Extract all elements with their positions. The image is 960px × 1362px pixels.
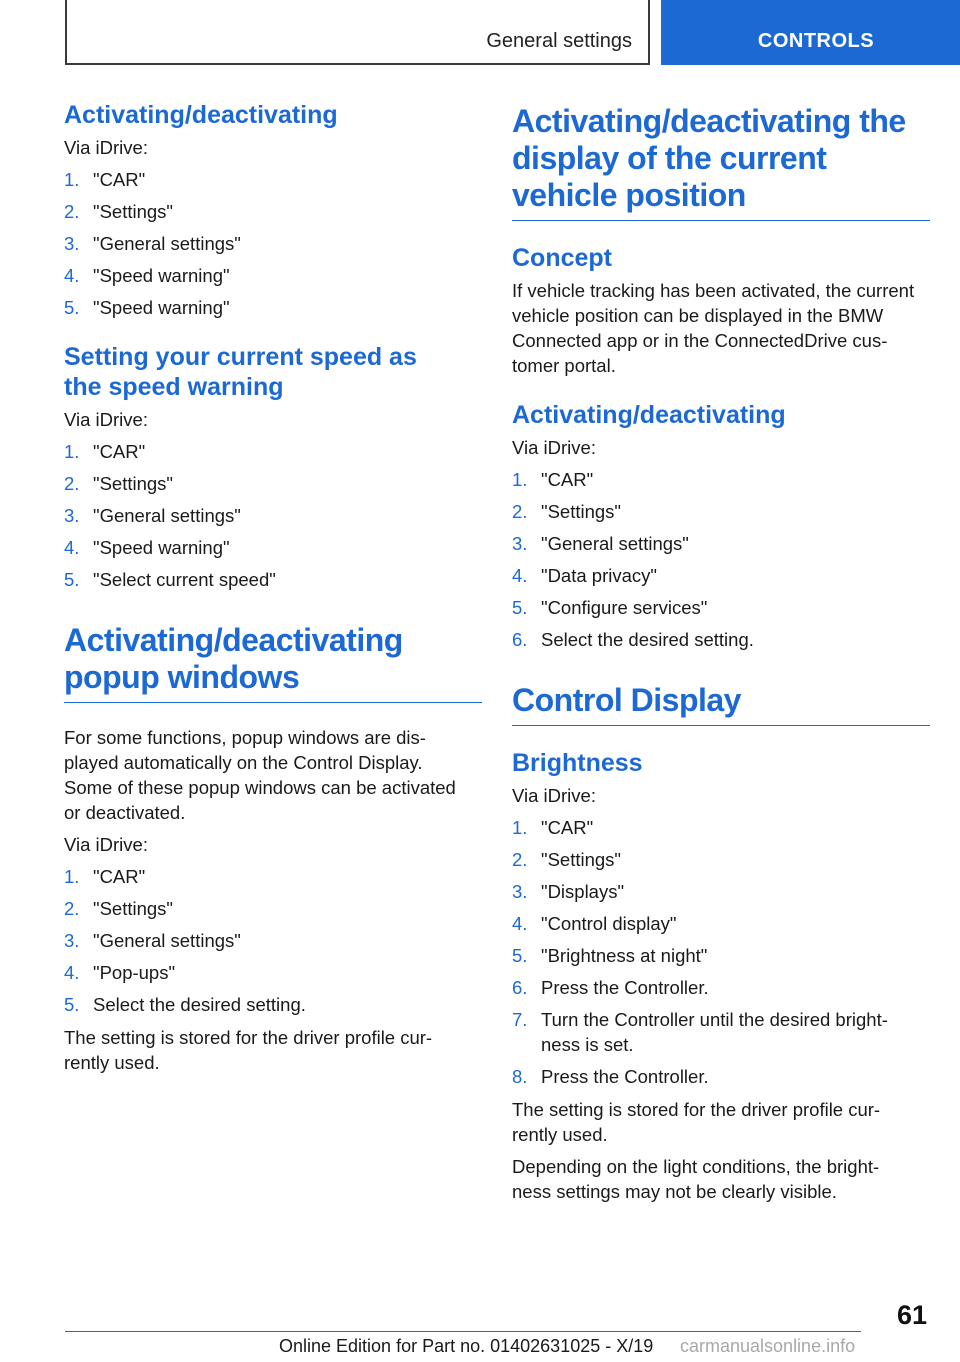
heading-concept: Concept — [512, 244, 612, 272]
right-column — [512, 103, 930, 1211]
heading-control-display: Control Display — [512, 682, 930, 726]
section-title: General settings — [486, 30, 632, 52]
list-item: 5. "Brightness at night" — [512, 945, 708, 966]
list-item: 3. "General settings" — [64, 930, 241, 951]
footer-edition: Online Edition for Part no. 01402631025 - X/19 — [279, 1336, 654, 1356]
list-item: 2. "Settings" — [512, 501, 621, 522]
paragraph-setting-stored: The setting is stored for the driver profile cur- rently used. — [512, 1099, 881, 1145]
list-item: 3. "Displays" — [512, 881, 625, 902]
footer-divider — [65, 1331, 861, 1332]
list-item: 5. "Speed warning" — [64, 297, 230, 318]
list-item: 4. "Speed warning" — [64, 537, 230, 558]
list-item: 6. Press the Controller. — [512, 977, 709, 998]
list-item: 2. "Settings" — [64, 898, 173, 919]
paragraph-light-conditions: Depending on the light conditions, the bright- ness settings may not be clearly visible. — [512, 1156, 880, 1202]
list-item: 1. "CAR" — [512, 469, 594, 490]
watermark: carmanualsonline.info — [680, 1336, 856, 1356]
via-idrive-text: Via iDrive: — [512, 785, 596, 806]
list-item: 4. "Speed warning" — [64, 265, 230, 286]
list-item: 1. "CAR" — [64, 441, 146, 462]
page-number: 61 — [896, 1300, 927, 1330]
list-item: 4. "Control display" — [512, 913, 677, 934]
heading-popup-windows: Activating/deactivating popup windows — [64, 622, 482, 703]
heading-vehicle-position: Activating/deactivating the display of the current vehicle position — [512, 103, 930, 221]
via-idrive-text: Via iDrive: — [64, 409, 148, 430]
step-list — [512, 467, 930, 652]
list-item: 8. Press the Controller. — [512, 1066, 709, 1087]
list-item: 3. "General settings" — [64, 233, 241, 254]
heading-activating-speed-warning: Activating/deactivating — [64, 101, 338, 129]
header-section-box — [65, 0, 650, 65]
step-list — [512, 815, 930, 1089]
list-item: 4. "Data privacy" — [512, 565, 657, 586]
list-item: 2. "Settings" — [64, 473, 173, 494]
chapter-title: CONTROLS — [757, 30, 875, 52]
via-idrive-text: Via iDrive: — [64, 834, 148, 855]
step-list — [64, 167, 482, 320]
left-column — [64, 100, 482, 1082]
list-item: 5. "Configure services" — [512, 597, 708, 618]
list-item: 4. "Pop-ups" — [64, 962, 176, 983]
header-chapter-tab — [661, 0, 960, 65]
list-item: 7. Turn the Controller until the desired bright- ness is set. — [512, 1009, 888, 1055]
list-item: 6. Select the desired setting. — [512, 629, 754, 650]
list-item: 3. "General settings" — [512, 533, 689, 554]
heading-activating-tracking: Activating/deactivating — [512, 401, 786, 429]
step-list — [64, 864, 482, 1017]
heading-brightness: Brightness — [512, 749, 643, 777]
list-item: 2. "Settings" — [512, 849, 621, 870]
heading-current-speed: Setting your current speed as the speed warning — [64, 343, 417, 401]
paragraph-concept: If vehicle tracking has been activated, the current vehicle position can be displayed in the BMW Connected app or in the ConnectedDrive cus- tomer portal. — [512, 280, 915, 376]
step-list — [64, 439, 482, 592]
list-item: 1. "CAR" — [64, 866, 146, 887]
list-item: 1. "CAR" — [512, 817, 594, 838]
list-item: 2. "Settings" — [64, 201, 173, 222]
paragraph-setting-stored: The setting is stored for the driver profile cur- rently used. — [64, 1027, 433, 1073]
list-item: 3. "General settings" — [64, 505, 241, 526]
list-item: 5. Select the desired setting. — [64, 994, 306, 1015]
paragraph-popup-intro: For some functions, popup windows are dis- played automatically on the Control Display. Some of these popup windows can be activated or deactivated. — [64, 727, 456, 823]
list-item: 1. "CAR" — [64, 169, 146, 190]
via-idrive-text: Via iDrive: — [64, 137, 148, 158]
via-idrive-text: Via iDrive: — [512, 437, 596, 458]
list-item: 5. "Select current speed" — [64, 569, 276, 590]
